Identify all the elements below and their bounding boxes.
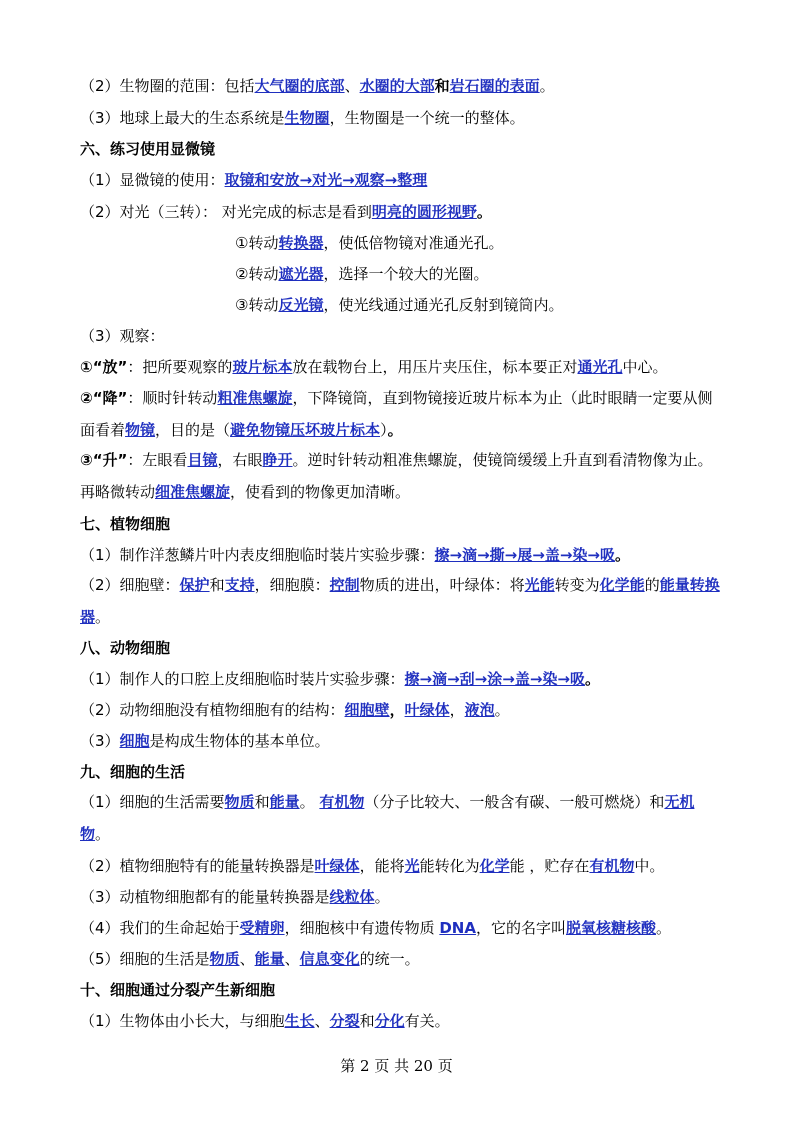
body-text: 。 (95, 825, 111, 843)
body-text: ，细胞核中有遗传物质 (284, 919, 440, 937)
text-line-17 (80, 700, 510, 720)
keyword-text: 无机物 (80, 793, 695, 843)
bold-text: 十、细胞通过分裂产生新细胞 (80, 981, 276, 999)
keyword-text: 物质 (209, 950, 240, 968)
body-text: ②转动 (235, 265, 279, 283)
keyword-text: 受精卵 (239, 919, 285, 937)
bold-text: 九、细胞的生活 (80, 763, 186, 781)
keyword-text: 转换器 (278, 234, 324, 252)
keyword-text: 线粒体 (329, 888, 375, 906)
body-text: ，使低倍物镜对准通光孔。 (323, 234, 504, 252)
body-text: （3）地球上最大的生态系统是 (80, 109, 285, 127)
body-text: ，目的是（ (155, 421, 231, 439)
body-text: 、 (239, 950, 255, 968)
text-line-10 (80, 382, 720, 446)
keyword-text: 玻片标本 (232, 358, 293, 376)
keyword-text: 光能 (524, 576, 555, 594)
body-text: 能 ，贮存在 (509, 857, 590, 875)
body-text: （2）植物细胞特有的能量转换器是 (80, 857, 315, 875)
body-text: 。 (299, 793, 320, 811)
body-text: 。逆时针转动粗准焦螺旋，使镜筒缓缓上升直到看清物像为止。再略微转动 (80, 451, 713, 501)
body-text: （4）我们的生命起始于 (80, 919, 240, 937)
keyword-text: 擦→滴→刮→涂→盖→染→吸 (404, 670, 585, 688)
body-text: （1）制作人的口腔上皮细胞临时装片实验步骤： (80, 670, 405, 688)
body-text: ，它的名字叫 (475, 919, 566, 937)
body-text: 中心。 (622, 358, 668, 376)
bold-text: ②“降” (80, 389, 128, 407)
text-line-16 (80, 669, 600, 689)
keyword-text: 化学 (479, 857, 510, 875)
page-footer: 第 2 页 共 20 页 (340, 1057, 453, 1075)
body-text: 、 (314, 1012, 330, 1030)
body-text: ，使看到的物像更加清晰。 (230, 483, 411, 501)
keyword-text: 擦→滴→撕→展→盖→染→吸 (434, 546, 615, 564)
body-text: 是构成生物体的基本单位。 (149, 732, 330, 750)
bold-text: 和 (434, 77, 450, 95)
body-text: （1）显微镜的使用： (80, 171, 225, 189)
keyword-text: 通光孔 (577, 358, 623, 376)
keyword-text: 睁开 (262, 451, 293, 469)
keyword-text: 分裂 (329, 1012, 360, 1030)
text-line-13 (80, 545, 630, 565)
bold-text: ①“放” (80, 358, 128, 376)
body-text: （1）细胞的生活需要 (80, 793, 225, 811)
section-heading-8 (80, 638, 170, 658)
text-line-11 (80, 444, 720, 508)
keyword-text: 物镜 (125, 421, 156, 439)
body-text: ） (380, 421, 388, 439)
body-text: ，生物圈是一个统一的整体。 (329, 109, 525, 127)
body-text: （1）生物体由小长大，与细胞 (80, 1012, 285, 1030)
body-text: 有关。 (404, 1012, 450, 1030)
body-text: 、 (284, 950, 300, 968)
text-line-4 (80, 202, 492, 222)
keyword-text: 液泡 (464, 701, 495, 719)
body-text: （2）生物圈的范围：包括 (80, 77, 255, 95)
bold-text: 六、练习使用显微镜 (80, 140, 216, 158)
text-line-0 (80, 76, 555, 96)
body-text: ，使光线通过通光孔反射到镜筒内。 (323, 296, 564, 314)
body-text: 。 (494, 701, 510, 719)
body-text: ，细胞膜： (254, 576, 330, 594)
body-text: 。 (374, 888, 390, 906)
body-text: ，下降镜筒，直到物镜接近玻片标本为止（此时眼睛一定要从侧面看着 (80, 389, 713, 439)
body-text: （5）细胞的生活是 (80, 950, 210, 968)
body-text: 和 (209, 576, 225, 594)
keyword-text: 能量 (269, 793, 300, 811)
text-line-22 (80, 887, 390, 907)
keyword-text: 有机物 (319, 793, 365, 811)
keyword-text: 细准焦螺旋 (155, 483, 231, 501)
text-line-21 (80, 856, 664, 876)
section-heading-9 (80, 762, 185, 782)
text-line-7 (235, 295, 563, 315)
keyword-text: 遮光器 (278, 265, 324, 283)
keyword-text: 保护 (179, 576, 210, 594)
body-text: 、 (344, 77, 360, 95)
keyword-text: 明亮的圆形视野 (371, 203, 477, 221)
body-text: （2）对光（三转）： 对光完成的标志是看到 (80, 203, 372, 221)
bold-text: 。 (387, 421, 403, 439)
body-text: （1）制作洋葱鳞片叶内表皮细胞临时装片实验步骤： (80, 546, 435, 564)
keyword-text: 控制 (329, 576, 360, 594)
body-text: 。 (539, 77, 555, 95)
keyword-text: 脱氧核糖核酸 (565, 919, 656, 937)
keyword-text: 能量 (254, 950, 285, 968)
keyword-text: 能量转换器 (80, 576, 720, 626)
bold-text: 七、植物细胞 (80, 515, 171, 533)
body-text: （3）观察： (80, 327, 165, 345)
body-text: ③转动 (235, 296, 279, 314)
text-line-24 (80, 949, 420, 969)
keyword-text: 化学能 (599, 576, 645, 594)
body-text: ：把所要观察的 (127, 358, 233, 376)
keyword-text: 细胞 (119, 732, 150, 750)
keyword-text: DNA (439, 919, 476, 937)
keyword-text: 粗准焦螺旋 (217, 389, 293, 407)
body-text: ， (449, 701, 465, 719)
keyword-text: 生长 (284, 1012, 315, 1030)
keyword-text: 生物圈 (284, 109, 330, 127)
keyword-text: 物质 (224, 793, 255, 811)
text-line-3 (80, 170, 427, 190)
section-heading-10 (80, 980, 275, 1000)
body-text: ，选择一个较大的光圈。 (323, 265, 489, 283)
keyword-text: 信息变化 (299, 950, 360, 968)
bold-text: ， (389, 701, 405, 719)
body-text: 的 (644, 576, 660, 594)
bold-text: 八、动物细胞 (80, 639, 171, 657)
body-text: 物质的进出，叶绿体：将 (359, 576, 525, 594)
body-text: 和 (254, 793, 270, 811)
keyword-text: 水圈的大部 (359, 77, 435, 95)
keyword-text: 支持 (224, 576, 255, 594)
body-text: 能转化为 (419, 857, 480, 875)
text-line-5 (235, 233, 503, 253)
body-text: 的统一。 (359, 950, 420, 968)
body-text: ①转动 (235, 234, 279, 252)
text-line-9 (80, 357, 668, 377)
body-text: ，能将 (359, 857, 405, 875)
text-line-20 (80, 786, 720, 850)
keyword-text: 有机物 (589, 857, 635, 875)
body-text: （分子比较大、一般含有碳、一般可燃烧）和 (364, 793, 665, 811)
body-text: 中。 (634, 857, 665, 875)
body-text: 和 (359, 1012, 375, 1030)
keyword-text: 大气圈的底部 (254, 77, 345, 95)
keyword-text: 避免物镜压坏玻片标本 (230, 421, 381, 439)
keyword-text: 反光镜 (278, 296, 324, 314)
body-text: ：左眼看 (127, 451, 188, 469)
keyword-text: 岩石圈的表面 (449, 77, 540, 95)
text-line-18 (80, 731, 330, 751)
text-line-14 (80, 569, 720, 633)
bold-text: 。 (614, 546, 630, 564)
keyword-text: 叶绿体 (404, 701, 450, 719)
text-line-1 (80, 108, 525, 128)
keyword-text: 目镜 (187, 451, 218, 469)
body-text: 放在载物台上，用压片夹压住，标本要正对 (292, 358, 578, 376)
keyword-text: 分化 (374, 1012, 405, 1030)
text-line-26 (80, 1011, 450, 1031)
section-heading-6 (80, 139, 215, 159)
body-text: ：顺时针转动 (127, 389, 218, 407)
bold-text: ③“升” (80, 451, 128, 469)
text-line-6 (235, 264, 488, 284)
body-text: （2）细胞壁： (80, 576, 180, 594)
body-text: 转变为 (554, 576, 600, 594)
body-text: （2）动物细胞没有植物细胞有的结构： (80, 701, 345, 719)
keyword-text: 取镜和安放→对光→观察→整理 (224, 171, 428, 189)
body-text: 。 (95, 608, 111, 626)
body-text: ，右眼 (217, 451, 263, 469)
keyword-text: 光 (404, 857, 420, 875)
body-text: （3）动植物细胞都有的能量转换器是 (80, 888, 330, 906)
keyword-text: 细胞壁 (344, 701, 390, 719)
text-line-23 (80, 918, 671, 938)
keyword-text: 叶绿体 (314, 857, 360, 875)
text-line-8 (80, 326, 165, 346)
bold-text: 。 (476, 203, 492, 221)
body-text: （3） (80, 732, 120, 750)
bold-text: 。 (584, 670, 600, 688)
section-heading-7 (80, 514, 170, 534)
body-text: 。 (656, 919, 672, 937)
